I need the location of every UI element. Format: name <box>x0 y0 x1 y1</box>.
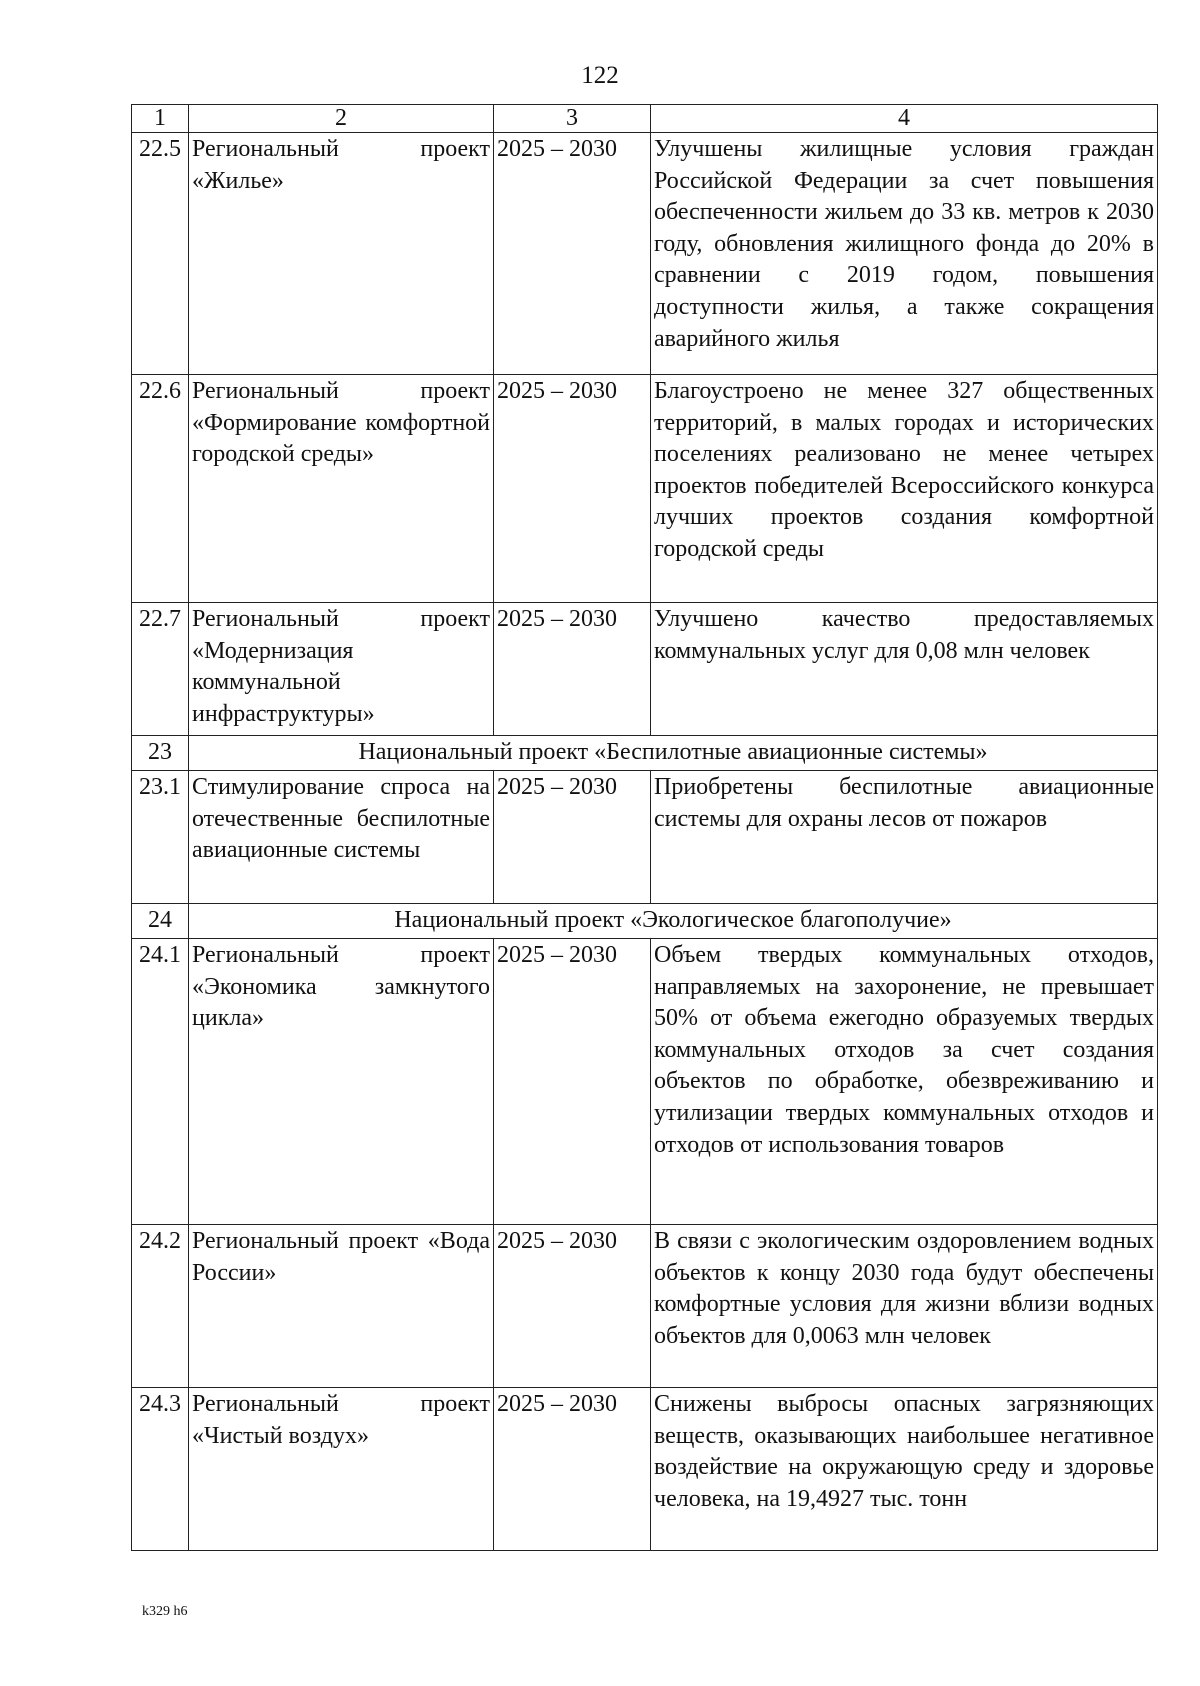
project-period: 2025 – 2030 <box>494 1388 651 1551</box>
table-header-row <box>132 105 1158 133</box>
row-number: 22.5 <box>132 133 189 375</box>
column-header-3: 3 <box>494 105 651 133</box>
row-number: 24.3 <box>132 1388 189 1551</box>
project-result: Благоустроено не менее 327 общественных территорий, в малых городах и исторических поселениях реализовано не менее четырех проектов победителей Всероссийского конкурса лучших проектов создания комфортной городской среды <box>651 375 1158 603</box>
section-title: Национальный проект «Экологическое благополучие» <box>189 904 1158 939</box>
project-name: Региональный проект «Экономика замкнутого цикла» <box>189 939 494 1225</box>
column-header-4: 4 <box>651 105 1158 133</box>
column-header-1: 1 <box>132 105 189 133</box>
project-name: Региональный проект «Модернизация коммунальной инфраструктуры» <box>189 603 494 736</box>
project-name: Региональный проект «Жилье» <box>189 133 494 375</box>
project-period: 2025 – 2030 <box>494 603 651 736</box>
row-number: 22.7 <box>132 603 189 736</box>
page-number: 122 <box>581 62 619 89</box>
project-period: 2025 – 2030 <box>494 375 651 603</box>
project-name: Региональный проект «Формирование комфортной городской среды» <box>189 375 494 603</box>
table-row <box>132 603 1158 736</box>
column-header-2: 2 <box>189 105 494 133</box>
row-number: 22.6 <box>132 375 189 603</box>
project-result: Улучшены жилищные условия граждан Российской Федерации за счет повышения обеспеченности жильем до 33 кв. метров к 2030 году, обновления жилищного фонда до 20% в сравнении с 2019 годом, повышения доступности жилья, а также сокращения аварийного жилья <box>651 133 1158 375</box>
table-row <box>132 771 1158 904</box>
table-row <box>132 939 1158 1225</box>
project-name: Региональный проект «Чистый воздух» <box>189 1388 494 1551</box>
projects-table <box>131 104 1158 1551</box>
footer-code: k329 h6 <box>142 1604 188 1619</box>
project-name: Стимулирование спроса на отечественные беспилотные авиационные системы <box>189 771 494 904</box>
section-number: 23 <box>132 736 189 771</box>
section-title: Национальный проект «Беспилотные авиационные системы» <box>189 736 1158 771</box>
project-result: В связи с экологическим оздоровлением водных объектов к концу 2030 года будут обеспечены комфортные условия для жизни вблизи водных объектов для 0,0063 млн человек <box>651 1225 1158 1388</box>
table-row <box>132 1225 1158 1388</box>
project-result: Снижены выбросы опасных загрязняющих веществ, оказывающих наибольшее негативное воздействие на окружающую среду и здоровье человека, на 19,4927 тыс. тонн <box>651 1388 1158 1551</box>
section-number: 24 <box>132 904 189 939</box>
table-row <box>132 133 1158 375</box>
project-result: Объем твердых коммунальных отходов, направляемых на захоронение, не превышает 50% от объема ежегодно образуемых твердых коммунальных отходов за счет создания объектов по обработке, обезвреживанию и утилизации твердых коммунальных отходов и отходов от использования товаров <box>651 939 1158 1225</box>
project-period: 2025 – 2030 <box>494 771 651 904</box>
section-row <box>132 736 1158 771</box>
project-name: Региональный проект «Вода России» <box>189 1225 494 1388</box>
project-result: Улучшено качество предоставляемых коммунальных услуг для 0,08 млн человек <box>651 603 1158 736</box>
row-number: 23.1 <box>132 771 189 904</box>
table-row <box>132 1388 1158 1551</box>
project-period: 2025 – 2030 <box>494 133 651 375</box>
row-number: 24.2 <box>132 1225 189 1388</box>
project-period: 2025 – 2030 <box>494 939 651 1225</box>
row-number: 24.1 <box>132 939 189 1225</box>
project-result: Приобретены беспилотные авиационные системы для охраны лесов от пожаров <box>651 771 1158 904</box>
section-row <box>132 904 1158 939</box>
project-period: 2025 – 2030 <box>494 1225 651 1388</box>
table-row <box>132 375 1158 603</box>
